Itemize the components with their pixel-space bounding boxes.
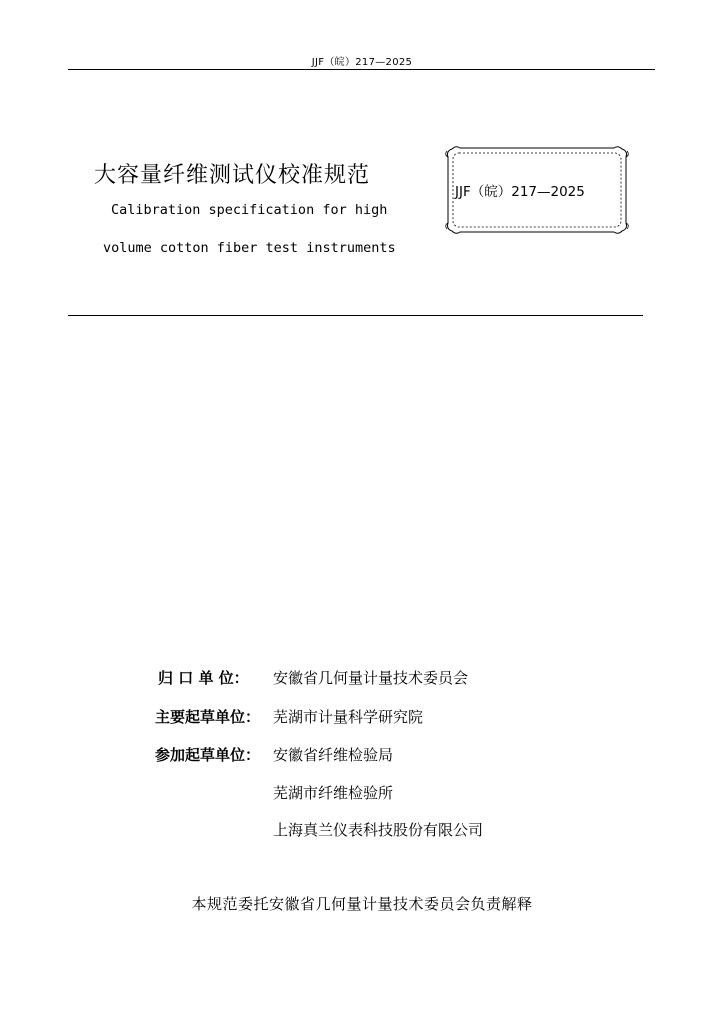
responsible-unit-value: 安徽省几何量计量技术委员会 — [273, 669, 469, 687]
participant-item: 上海真兰仪表科技股份有限公司 — [273, 821, 484, 839]
responsible-unit-label: 归 口 单 位： — [158, 669, 249, 687]
participant-item: 安徽省纤维检验局 — [273, 746, 394, 764]
title-divider — [68, 315, 643, 316]
participant-item: 芜湖市纤维检验所 — [273, 784, 394, 802]
specification-code-box — [442, 143, 632, 237]
specification-code: JJF（皖）217—2025 — [455, 184, 585, 200]
running-header-code: JJF（皖）217—2025 — [311, 57, 413, 68]
interpretation-note: 本规范委托安徽省几何量计量技术委员会负责解释 — [191, 895, 533, 913]
participants-label: 参加起草单位： — [155, 746, 261, 764]
title-chinese: 大容量纤维测试仪校准规范 — [94, 163, 371, 188]
main-drafter-value: 芜湖市计量科学研究院 — [273, 708, 424, 726]
main-drafter-label: 主要起草单位： — [155, 708, 261, 726]
title-english-line1: Calibration specification for high — [111, 202, 388, 218]
header-divider — [68, 69, 655, 70]
title-english-line2: volume cotton fiber test instruments — [103, 240, 396, 256]
